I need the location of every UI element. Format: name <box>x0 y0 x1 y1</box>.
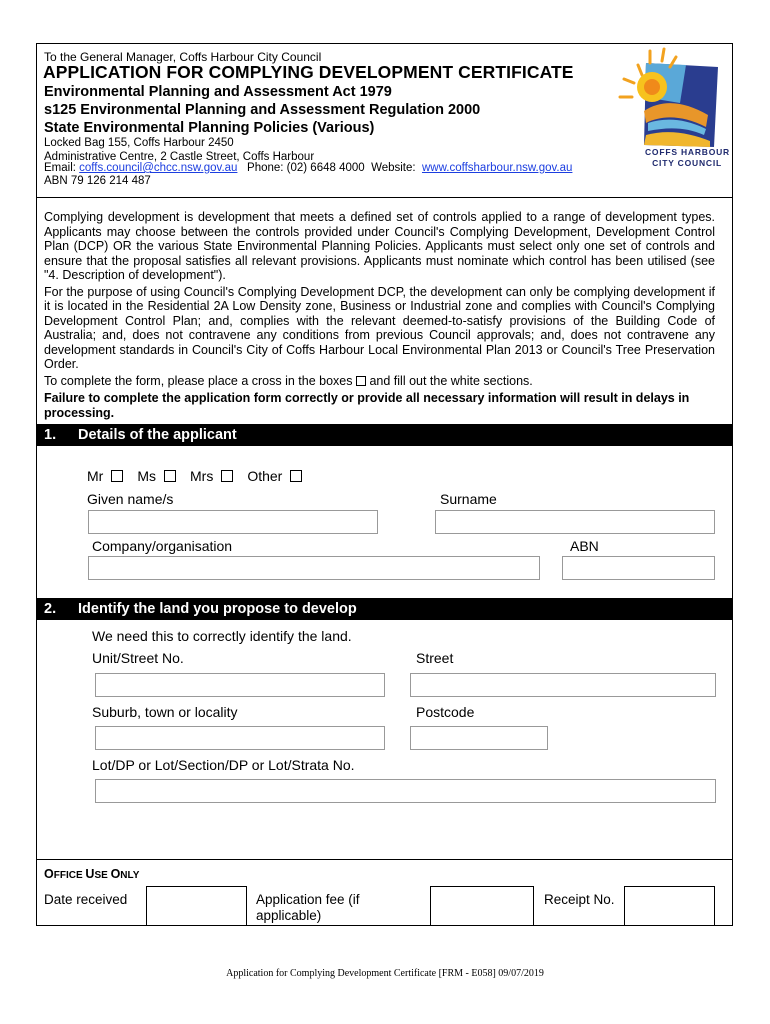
abn-label: ABN <box>570 538 599 554</box>
postcode-field[interactable] <box>410 726 548 750</box>
website-link[interactable]: www.coffsharbour.nsw.gov.au <box>421 162 573 174</box>
surname-field[interactable] <box>435 510 715 534</box>
company-label: Company/organisation <box>92 538 233 554</box>
instructions-text: To complete the form, please place a cross in the boxes <box>44 373 356 388</box>
suburb-label: Suburb, town or locality <box>92 704 238 720</box>
email-label: Email: <box>44 162 80 174</box>
logo-text-1: COFFS HARBOUR <box>644 147 730 157</box>
council-logo <box>610 45 730 175</box>
receipt-field[interactable] <box>624 886 715 926</box>
section-1-title: Details of the applicant <box>78 427 237 443</box>
title-mrs-label: Mrs <box>190 468 214 484</box>
intro-paragraph-1: Complying development is development that meets a defined set of controls applied to a range of development types. Applicants may choose between the controls provided under Council's Complying Development, Development Control Plan (DCP) OR the various State Environmental Planning Policies. Applicants must select only one set of controls and ensure that the proposal satisfies all relevant provisions. Applicants must nominate which control has been utilised (see "4. Description of development"). <box>44 210 715 282</box>
act-line-1: Environmental Planning and Assessment Act 1979 <box>44 84 392 100</box>
given-names-field[interactable] <box>88 510 378 534</box>
fee-field[interactable] <box>430 886 534 926</box>
office-divider <box>36 859 733 860</box>
instructions-text-end: and fill out the white sections. <box>365 373 533 388</box>
phone-text: Phone: (02) 6648 4000 Website: <box>237 162 422 174</box>
surname-label: Surname <box>440 491 497 507</box>
title-mr-label: Mr <box>87 468 104 484</box>
title-ms-label: Ms <box>137 468 156 484</box>
land-note: We need this to correctly identify the land. <box>92 628 352 644</box>
act-line-2: s125 Environmental Planning and Assessment Regulation 2000 <box>44 102 481 118</box>
company-field[interactable] <box>88 556 540 580</box>
street-field[interactable] <box>410 673 716 697</box>
unit-street-field[interactable] <box>95 673 385 697</box>
form-footer: Application for Complying Development Certificate [FRM - E058] 09/07/2019 <box>226 968 544 979</box>
date-received-label: Date received <box>44 892 128 907</box>
header-divider <box>36 197 733 198</box>
office-use-title: OFFICE USE ONLY <box>44 867 140 881</box>
section-2-title: Identify the land you propose to develop <box>78 601 357 617</box>
title-ms-checkbox[interactable] <box>164 470 176 482</box>
section-2-header <box>36 598 733 620</box>
intro-paragraph-3 <box>44 374 715 389</box>
postal-address: Locked Bag 155, Coffs Harbour 2450 <box>44 137 234 149</box>
section-1-number: 1. <box>44 427 57 443</box>
receipt-label: Receipt No. <box>544 892 615 907</box>
logo-text-2: CITY COUNCIL <box>652 158 722 168</box>
fee-label: Application fee (if applicable) <box>256 892 360 923</box>
suburb-field[interactable] <box>95 726 385 750</box>
street-label: Street <box>416 650 454 666</box>
lot-dp-label: Lot/DP or Lot/Section/DP or Lot/Strata No. <box>92 757 355 773</box>
abn-line: ABN 79 126 214 487 <box>44 175 151 187</box>
title-other-label: Other <box>247 468 283 484</box>
contact-line <box>44 161 572 175</box>
page-title: APPLICATION FOR COMPLYING DEVELOPMENT CERTIFICATE <box>43 62 574 82</box>
intro-text <box>44 210 715 420</box>
section-2-number: 2. <box>44 601 57 617</box>
unit-street-label: Unit/Street No. <box>92 650 184 666</box>
addressee-line: To the General Manager, Coffs Harbour City Council <box>44 50 322 64</box>
date-received-field[interactable] <box>146 886 247 926</box>
intro-paragraph-2: For the purpose of using Council's Complying Development DCP, the development can only be complying development if it is located in the Residential 2A Low Density zone, Business or Industrial zone and complies with Council's Complying Development Control Plan; and, complies with the relevant deemed-to-satisfy provisions of the Building Code of Australia; and, does not contravene any conditions from previous Council approvals; and, does not contravene any development standards in Council's City of Coffs Harbour Local Environmental Plan 2013 or Council's Tree Preservation Order. <box>44 284 715 371</box>
warning-text: Failure to complete the application form correctly or provide all necessary information will result in delays in processing. <box>44 391 690 420</box>
abn-field[interactable] <box>562 556 715 580</box>
lot-dp-field[interactable] <box>95 779 716 803</box>
given-names-label: Given name/s <box>87 491 174 507</box>
title-other-checkbox[interactable] <box>290 470 302 482</box>
section-1-header <box>36 424 733 446</box>
office-address: Administrative Centre, 2 Castle Street, Coffs Harbour <box>44 151 315 163</box>
email-link[interactable]: coffs.council@chcc.nsw.gov.au <box>79 162 238 174</box>
title-options <box>87 468 316 484</box>
postcode-label: Postcode <box>416 704 475 720</box>
act-line-3: State Environmental Planning Policies (Various) <box>44 120 375 136</box>
checkbox-sample-icon <box>356 376 366 386</box>
title-mr-checkbox[interactable] <box>111 470 123 482</box>
title-mrs-checkbox[interactable] <box>221 470 233 482</box>
